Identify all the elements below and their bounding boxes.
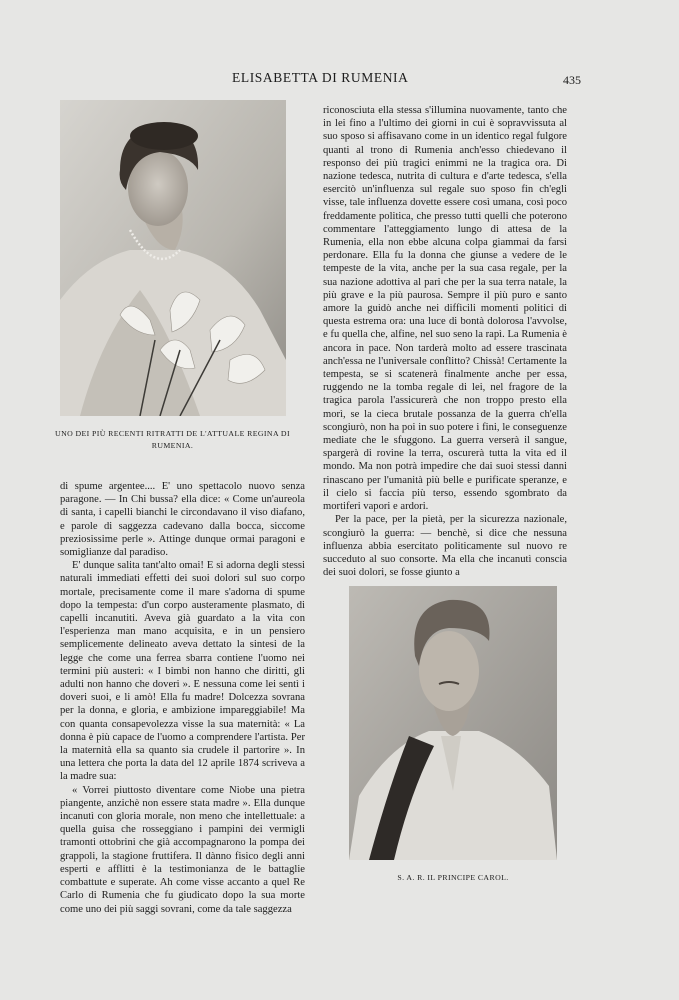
portrait-queen-photo <box>60 100 286 416</box>
running-title: ELISABETTA DI RUMENIA <box>232 70 409 85</box>
paragraph: riconosciuta ella stessa s'illumina nuovamente, tanto che in lei fino a l'ultimo dei giorni in cui è sopravvissuta al suo sposo si affisavano come in un identico regal fulgore quanti al trono di Rumenia anch'esso chiedevano il responso dei più tragici enimmi ne la tragica ora. Di nazione tedesca, nutrita di cultura e d'arte tedesca, s'ella esercitò un'influenza sul regale suo sposo fin ch'egli visse, tale influenza dovette essere così umana, così poco freddamente politica, che presso tutti quelli che poterono commentare l'atteggiamento lungo di attesa de la Rumenia, ella non ebbe alcuna colpa giammai da farsi perdonare. Ella fu la donna che giunse a vedere de le tempeste de la vita, anche per la sua casa regale, per la sua nazione adottiva al pari che per la sua terra natale, la più grave e la più paurosa. Sempre il più puro e santo amore la guidò anche nei difficili momenti politici di questa estrema ora: una luce di bontà dolorosa l'avvolse, e fu quella che, alfine, nel suo seno la rapì. La Rumenia è ancora in pace. Non tarderà molto ad essere trascinata anch'essa ne l'universale conflitto? Chissà! Certamente la tempesta, se si scatenerà finalmente anche per essa, ruggendo ne la tomba regale di lei, nel fragore de la tragica parola l'assicurerà che non troppo presto ella morì, se la cieca brutale possanza de la guerra ch'ella scongiurò, non ha poi in suo potere i fini, le conseguenze mediate che le sfuggono. La guerra verserà il sangue, spargerà di rovine la terra, oscurerà tutta la vita ed il mondo. Ma non potrà impedire che dai suoi stessi danni rinascano per l'umanità più belle e purificate speranze, e il cielo si faccia più terso, essendo sgombrato da mortiferi vapori e ardori. <box>323 105 567 513</box>
paragraph: « Vorrei piuttosto diventare come Niobe una pietra piangente, anzichè non essere stata madre ». Ella dunque incanutì con gloria morale, non meno che intellettuale: a quella guisa che rosseggiano i pampini dei vermigli tramonti ottobrini che già accompagnarono la pompa dei grappoli, la stagione fruttifera. Il dànno fisico degli anni esperti e afflitti è la testimonianza de le battaglie combattute e superate. Ah come visse accanto a quel Re Carlo di Rumenia che fu giudicato dopo la sua morte come uno dei più saggi sovrani, come da tale saggezza <box>60 784 305 915</box>
page-header <box>0 70 679 90</box>
paragraph: di spume argentee.... E' uno spettacolo nuovo senza paragone. — In Chi bussa? ella dice: « Come un'aureola di santa, i capelli bianchi le circondavano il viso diafano, e parole di saggezza cadevano dalla bocca, siccome preziosissime perle ». Attinge dunque ormai paragoni e somiglianze dal paradiso. <box>60 481 305 559</box>
page-number: 435 <box>563 73 581 87</box>
figure-caption-prince: S. A. R. IL PRINCIPE CAROL. <box>397 873 509 882</box>
text-column-left <box>60 480 305 916</box>
paragraph: E' dunque salita tant'alto omai! E si adorna degli stessi naturali immediati effetti dei suoi dolori sul suo corpo mortale, precisamente come il mare s'adorna di spume dopo la tempesta: d'un corpo austeramente plasmato, di capelli incanutiti. Aveva già guardato a la vita con l'esperienza man mano acquisita, e in un pensiero semplicemente delineato aveva dettato la sintesi de la legge che come una ferrea sbarra contiene l'uomo nei termini più austeri: « I bimbi non hanno che diritti, gli adulti non hanno che doveri ». E nessuna come lei sentì i doveri suoi, e li amò! Ella fu madre! Dolcezza sovrana per la donna, e gloria, e ambizione impareggiabile! Ma con quanta consapevolezza visse la sua maternità: « La donna è più capace de l'uomo a comprendere l'artista. Per la maternità ella sa quanto sia crudele il partorire ». In una lettera che porta la data del 12 aprile 1874 scriveva a la madre sua: <box>60 560 305 783</box>
figure-caption-queen: UNO DEI PIÙ RECENTI RITRATTI DE L'ATTUALE REGINA DI RUMENIA. <box>55 429 290 450</box>
paragraph: Per la pace, per la pietà, per la sicurezza nazionale, scongiurò la guerra: — benchè, si dice che nessuna influenza abbia esercitato politicamente sul nuovo re succeduto al suo consorte. Ma ella che incanutì conscia dei suoi dolori, se fosse giunto a <box>323 514 567 579</box>
text-column-right <box>323 104 567 579</box>
portrait-prince-photo <box>349 586 557 860</box>
